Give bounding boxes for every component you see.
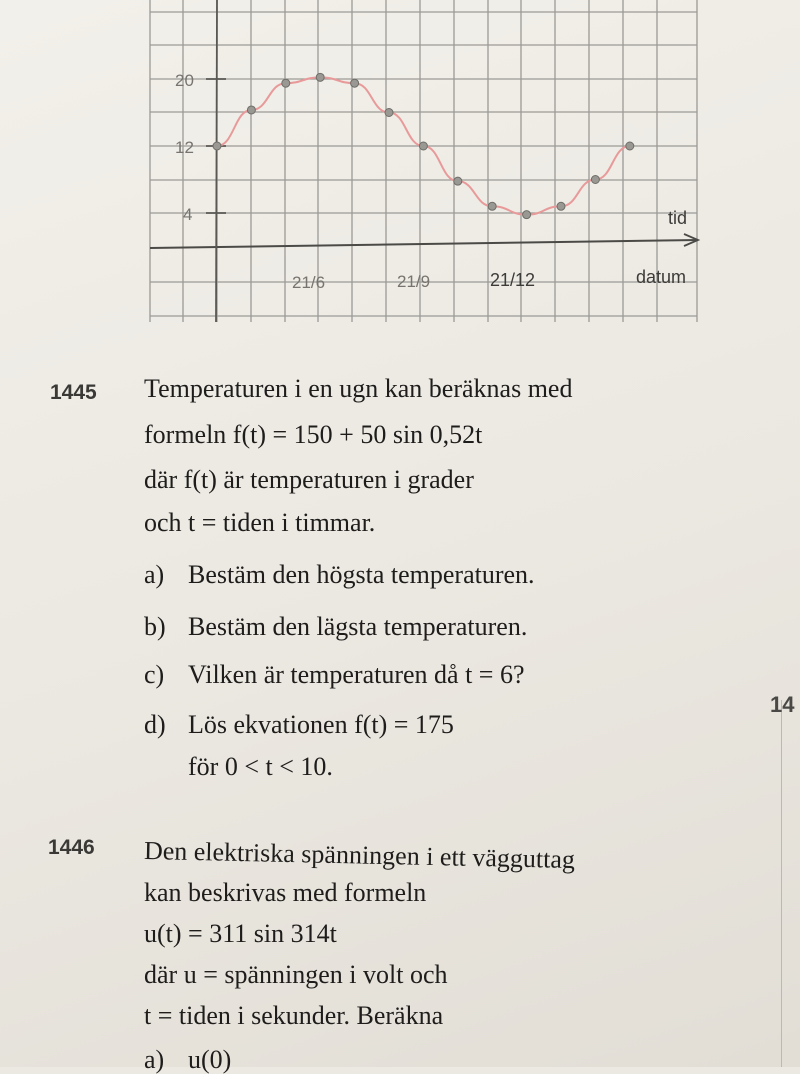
- p1445-line-1: Temperaturen i en ugn kan beräknas med: [144, 374, 573, 403]
- page-edge-rule: [781, 700, 782, 1067]
- x-tick-21-12: 21/12: [490, 270, 536, 290]
- p1445-line-4: och t = tiden i timmar.: [144, 508, 376, 537]
- x-axis: [150, 240, 698, 248]
- data-point: [385, 109, 393, 117]
- data-point: [488, 202, 496, 210]
- y-tick-12: 12: [175, 138, 194, 157]
- p1445-c-text: Vilken är temperaturen då t = 6?: [188, 660, 525, 689]
- p1446-line-5: t = tiden i sekunder. Beräkna: [144, 1001, 444, 1030]
- p1445-b-text: Bestäm den lägsta temperaturen.: [188, 612, 528, 641]
- p1446-line-2: kan beskrivas med formeln: [144, 878, 427, 907]
- x-tick-21-6: 21/6: [292, 273, 326, 292]
- p1445-b-label: b): [144, 612, 166, 641]
- data-point: [454, 177, 462, 185]
- p1445-d-text: Lös ekvationen f(t) = 175: [188, 710, 454, 739]
- problem-number-1446: 1446: [48, 836, 95, 859]
- data-point: [557, 202, 565, 210]
- data-point: [351, 79, 359, 87]
- data-point: [213, 142, 221, 150]
- data-point: [626, 142, 634, 150]
- p1445-line-2: formeln f(t) = 150 + 50 sin 0,52t: [144, 420, 483, 449]
- temperature-graph: [0, 0, 800, 330]
- p1446-a-label: a): [144, 1045, 165, 1074]
- x-axis-name: datum: [636, 267, 687, 287]
- next-page-number-fragment: 14: [770, 692, 795, 717]
- p1446-line-1: Den elektriska spänningen i ett vägguttag: [143, 836, 576, 875]
- p1445-c-label: c): [144, 660, 165, 689]
- y-tick-4: 4: [183, 205, 193, 224]
- y-axis: [216, 0, 217, 322]
- data-point: [247, 106, 255, 114]
- t-axis-name: tid: [668, 208, 688, 228]
- p1446-a-text: u(0): [188, 1045, 232, 1074]
- p1445-d-label: d): [144, 710, 166, 739]
- data-point: [419, 142, 427, 150]
- data-point: [282, 79, 290, 87]
- p1445-d-continuation: för 0 < t < 10.: [188, 752, 333, 781]
- graph-svg: [0, 0, 800, 330]
- p1446-line-3: u(t) = 311 sin 314t: [144, 919, 337, 948]
- p1445-a-label: a): [144, 560, 165, 589]
- p1445-a-text: Bestäm den högsta temperaturen.: [188, 560, 535, 589]
- p1446-line-4: där u = spänningen i volt och: [144, 960, 448, 989]
- x-tick-21-9: 21/9: [397, 272, 431, 291]
- data-point: [523, 211, 531, 219]
- data-point: [316, 73, 324, 81]
- p1445-line-3: där f(t) är temperaturen i grader: [144, 465, 474, 494]
- data-point: [591, 176, 599, 184]
- y-tick-20: 20: [175, 71, 194, 90]
- problem-number-1445: 1445: [50, 381, 97, 404]
